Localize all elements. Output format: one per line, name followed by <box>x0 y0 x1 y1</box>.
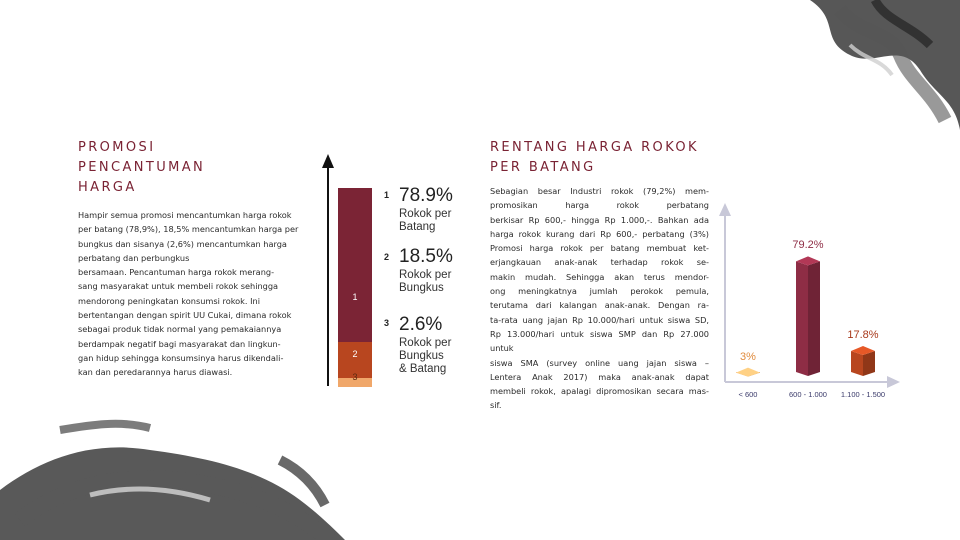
stat-1-percent: 78.9% <box>399 185 453 206</box>
stat-3-percent: 2.6% <box>399 314 443 335</box>
stat-1-label: Rokok per Batang <box>399 208 452 233</box>
left-paragraph: Hampir semua promosi mencantumkan harga rokok per batang (78,9%), 18,5% mencantumkan harga per bungkus dan sisanya (2,6%) mencantumkan harga perbatang dan perbungkus bersamaan. Pencantuman harga rokok merang- sang masyarakat untuk membeli rokok sehingga mendorong peningkatan konsumsi rokok. Ini bertentangan dengan spirit UU Cukai, dimana rokok sebagai produk tidak normal yang pemakaiannya berdampak negatif bagi masyarakat dan lingkun- gan hidup sehingga konsumsinya harus dikendali- kan dan peredarannya harus diawasi. <box>78 210 299 378</box>
stat-1-index: 1 <box>384 190 390 200</box>
bar-value-label-2: 79.2% <box>792 239 824 252</box>
bar-value-label-3: 17.8% <box>847 329 879 341</box>
stat-3-index: 3 <box>384 318 390 328</box>
bar-3 <box>851 346 875 376</box>
stack-seg-2-num: 2 <box>352 349 358 359</box>
category-label-3: 1.100 - 1.500 <box>840 390 886 399</box>
stack-seg-1-num: 1 <box>352 292 358 302</box>
stack-axis <box>320 152 336 388</box>
right-heading: RENTANG HARGA ROKOK PER BATANG <box>490 140 699 175</box>
ink-brush-bottom-left <box>0 400 360 540</box>
stack-seg-3-num: 3 <box>352 372 358 382</box>
left-heading: PROMOSI PENCANTUMAN HARGA <box>78 140 206 195</box>
right-paragraph: Sebagian besar Industri rokok (79,2%) mem- promosikan harga rokok perbatang berkisar Rp 600,- hingga Rp 1.000,-. Bahkan ada harga rokok kurang dari Rp 600,- perbatang (3%) Promosi harga rokok per batang membuat ket- erjangkauan anak-anak terhadap rokok se- makin mudah. Sehingga akan terus mendor- ong meningkatnya jumlah perokok pemula, terutama dari kalangan anak-anak. Dengan ra- ta-rata uang jajan Rp 10.000/hari untuk siswa SD, Rp 13.000/hari untuk siswa SMP dan Rp 27.000 untuk siswa SMA (survey online uang jajan siswa – Lentera Anak 2017) maka anak-anak dapat membeli rokok, apalagi dipromosikan secara mas- sif. <box>490 186 709 411</box>
bar-1 <box>736 368 760 377</box>
stat-2-index: 2 <box>384 252 390 262</box>
category-label-2: 600 - 1.000 <box>789 390 827 399</box>
stat-2-percent: 18.5% <box>399 246 453 267</box>
category-label-1: < 600 <box>738 390 758 399</box>
bar-value-label-1: 3% <box>740 350 756 363</box>
stack-segment-1 <box>338 188 372 342</box>
stat-3-label: Rokok per Bungkus & Batang <box>399 337 452 375</box>
ink-brush-top-right <box>780 0 960 140</box>
bar-2 <box>796 256 820 376</box>
stat-2-label: Rokok per Bungkus <box>399 269 452 294</box>
